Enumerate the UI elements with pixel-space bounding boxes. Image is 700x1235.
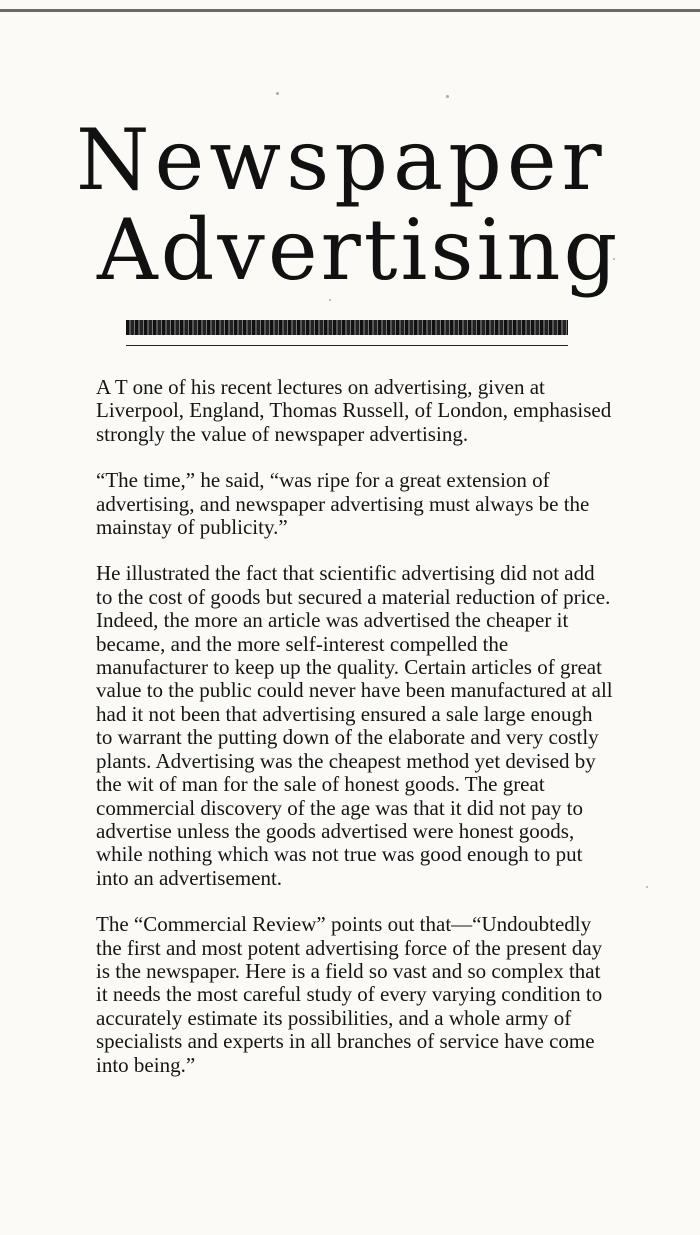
- print-speck: [329, 299, 331, 301]
- paragraph-quote: “The time,” he said, “was ripe for a great extension of advertising, and newspaper advertising must always be the mainstay of publicity.”: [96, 468, 590, 540]
- headline-line-2: Advertising: [97, 201, 621, 299]
- paragraph-commercial-review: The “Commercial Review” points out that—“Undoubtedly the first and most potent advertising force of the present day is the newspaper. Here is a field so vast and so complex that it needs the most careful study of every varying condition to accurately estimate its possibilities, and a whole army of specialists and experts in all branches of service have come into being.”: [96, 912, 603, 1077]
- print-speck: [646, 886, 648, 888]
- print-speck: [276, 92, 279, 95]
- article-body: [96, 370, 614, 1100]
- paragraph-lecture: A T one of his recent lectures on advertising, given at Liverpool, England, Thomas Russell, of London, emphasised strongly the value of newspaper advertising.: [96, 375, 612, 446]
- ornamental-divider: [126, 320, 568, 335]
- print-speck: [446, 95, 449, 98]
- divider-rule: [126, 345, 568, 346]
- top-border-rule: [0, 9, 700, 12]
- paragraph-scientific-advertising: He illustrated the fact that scientific advertising did not add to the cost of goods but secured a material reduction of price. Indeed, the more an article was advertised the cheaper it became, and the more self-interest compelled the manufacturer to keep up the quality. Certain articles of great value to the public could never have been manufactured at all had it not been that advertising ensured a sale large enough to warrant the putting down of the elaborate and very costly plants. Advertising was the cheapest method yet devised by the wit of man for the sale of honest goods. The great commercial discovery of the age was that it did not pay to advertise unless the goods advertised were honest goods, while nothing which was not true was good enough to put into an advertisement.: [96, 561, 613, 890]
- headline: [60, 111, 640, 299]
- headline-line-1: Newspaper: [76, 111, 607, 209]
